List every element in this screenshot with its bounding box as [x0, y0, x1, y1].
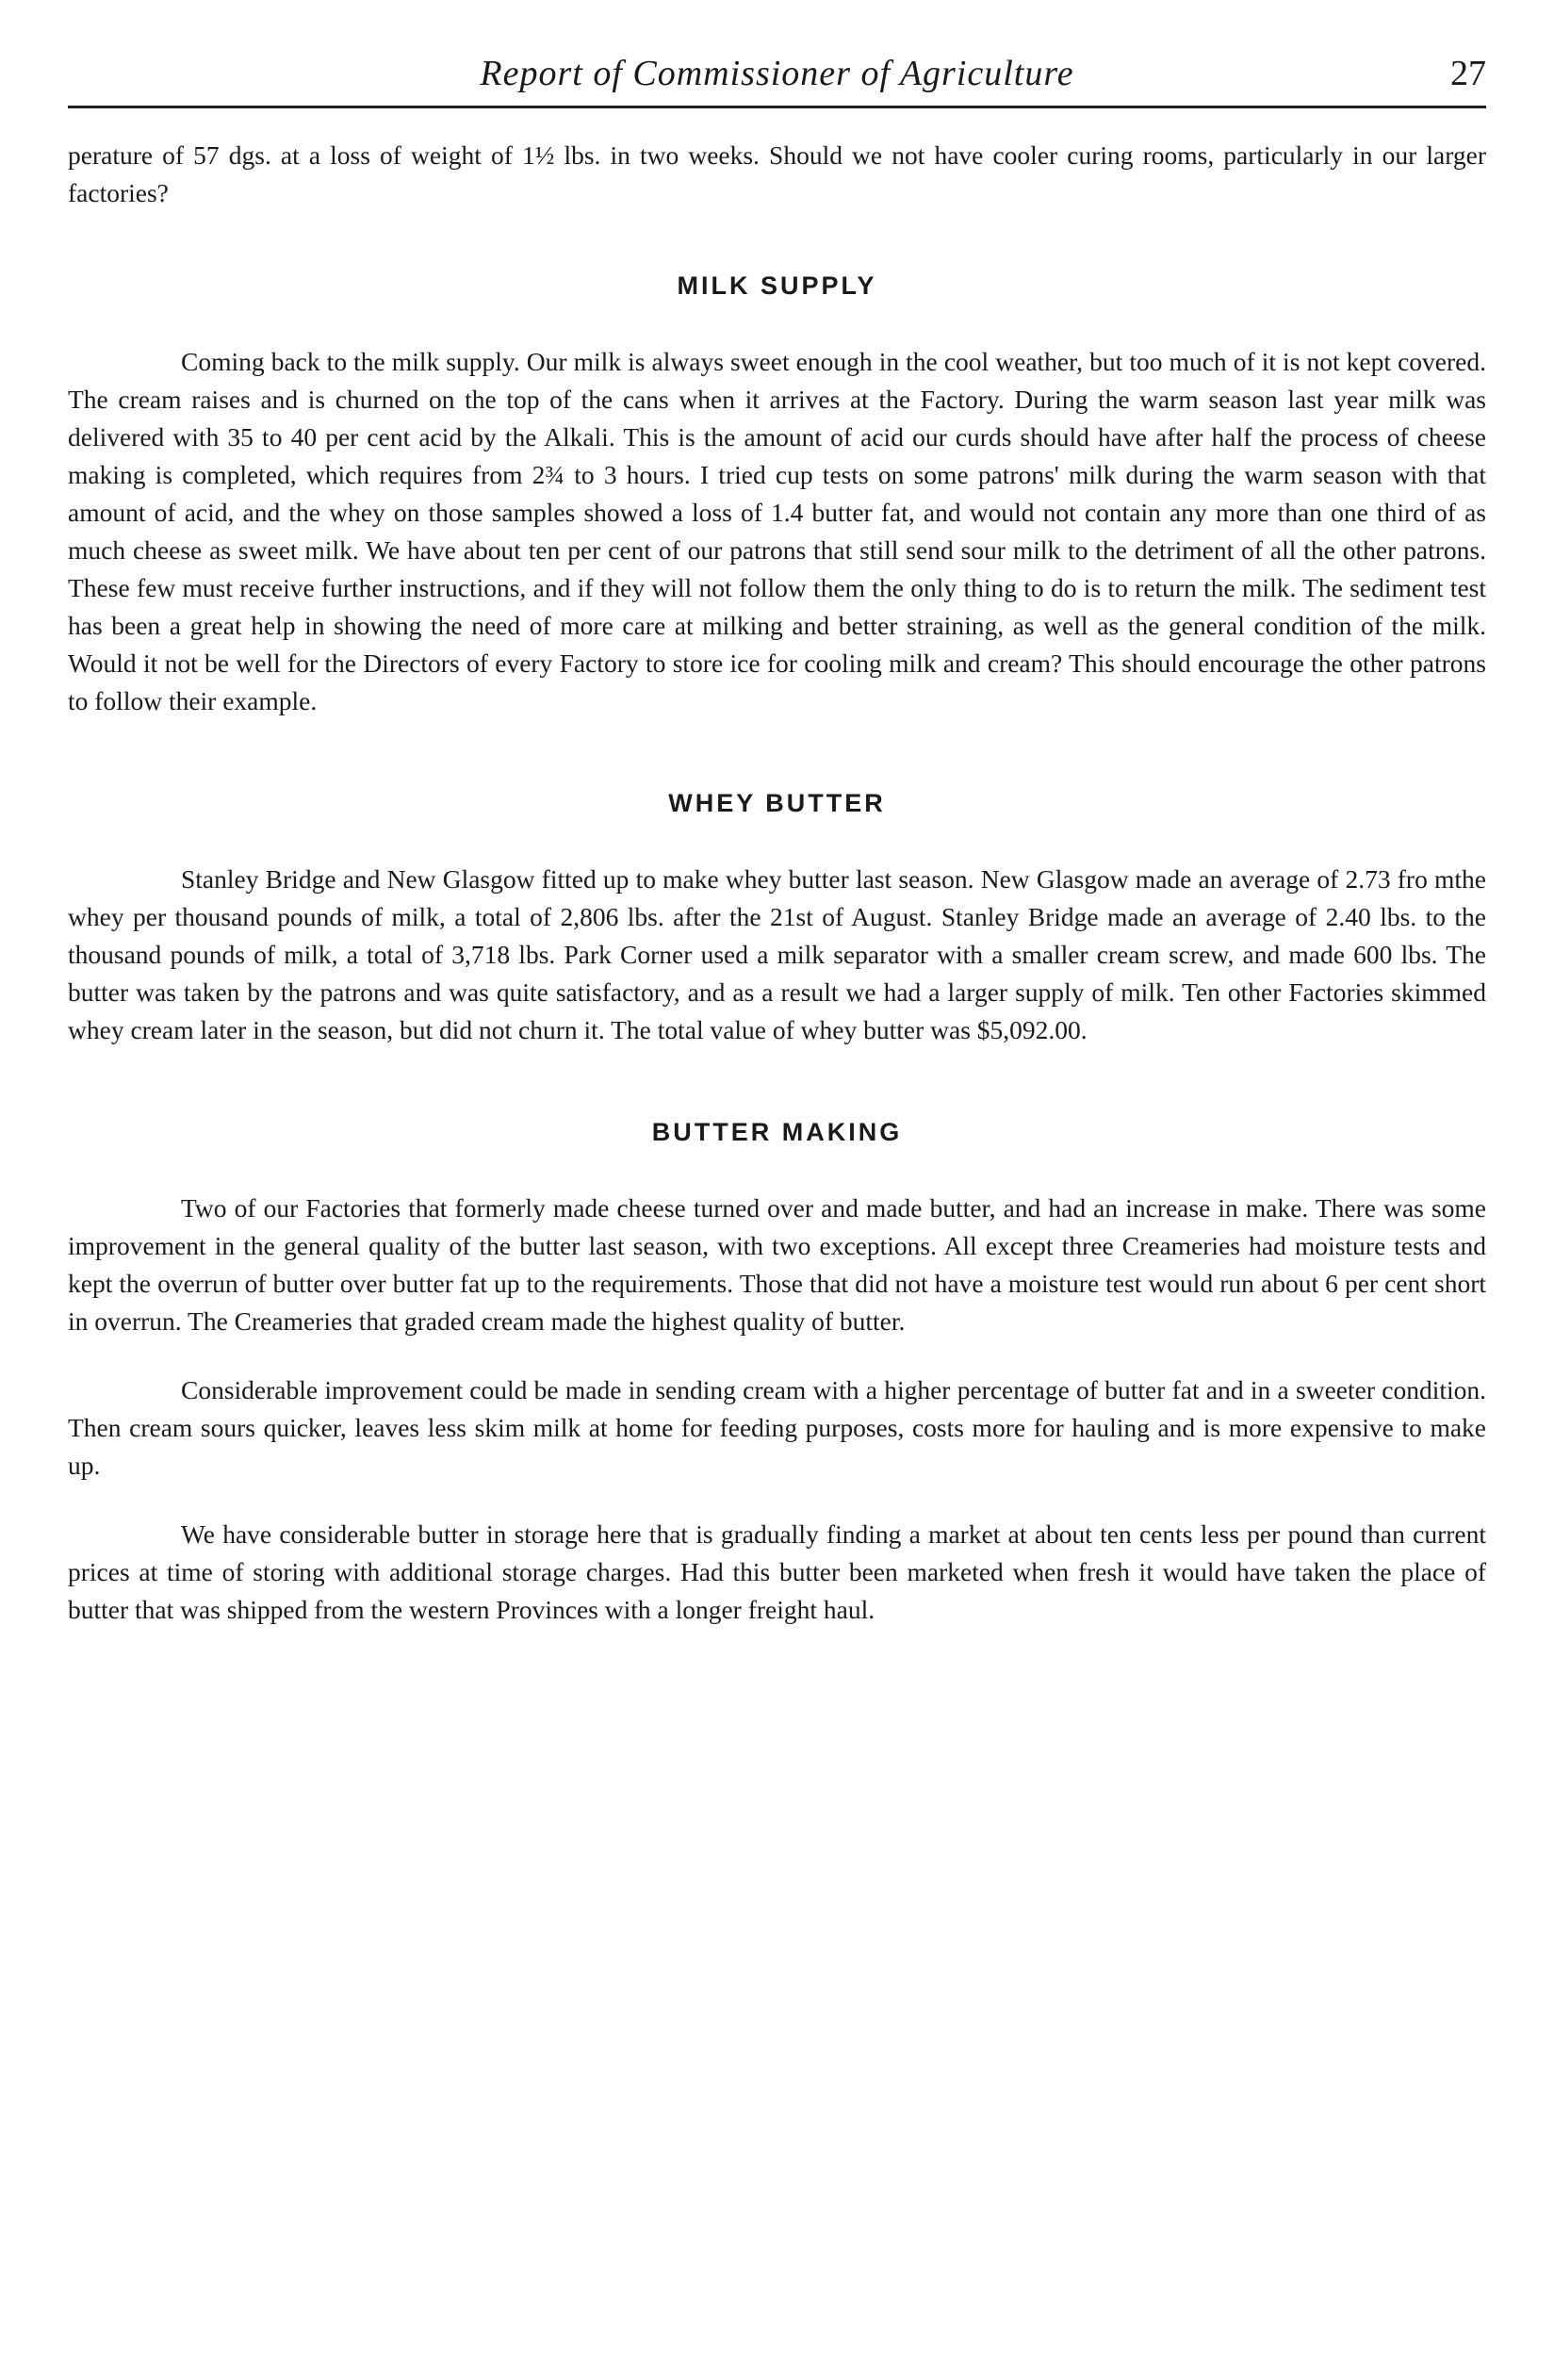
section-heading-milk-supply: MILK SUPPLY	[677, 271, 877, 300]
butter-making-paragraph-2: Considerable improvement could be made in sending cream with a higher percentage of butter fat and in a sweeter condition. Then cream sours quicker, leaves less skim milk at home for feeding purposes, costs more for hauling and is more expensive to make up.	[68, 1375, 1486, 1480]
section-heading-butter-making: BUTTER MAKING	[651, 1118, 903, 1146]
page-header	[68, 47, 1486, 108]
running-title: Report of Commissioner of Agriculture	[480, 54, 1074, 93]
page-number: 27	[1450, 54, 1486, 93]
intro-paragraph: perature of 57 dgs. at a loss of weight of 1½ lbs. in two weeks. Should we not have cooler curing rooms, particularly in our larger factories?	[68, 140, 1486, 207]
section-heading-whey-butter: WHEY BUTTER	[668, 789, 886, 817]
whey-butter-paragraph: Stanley Bridge and New Glasgow fitted up to make whey butter last season. New Glasgow made an average of 2.73 fro mthe whey per thousand pounds of milk, a total of 2,806 lbs. after the 21st of August. Stanley Bridge made an average of 2.40 lbs. to the thousand pounds of milk, a total of 3,718 lbs. Park Corner used a milk separator with a smaller cream screw, and made 600 lbs. The butter was taken by the patrons and was quite satisfactory, and as a result we had a larger supply of milk. Ten other Factories skimmed whey cream later in the season, but did not churn it. The total value of whey butter was $5,092.00.	[68, 864, 1486, 1044]
butter-making-paragraph-1: Two of our Factories that formerly made cheese turned over and made butter, and had an increase in make. There was some improvement in the general quality of the butter last season, with two exceptions. All except three Creameries had moisture tests and kept the overrun of butter over butter fat up to the requirements. Those that did not have a moisture test would run about 6 per cent short in overrun. The Creameries that graded cream made the highest quality of butter.	[68, 1193, 1486, 1336]
butter-making-paragraph-3: We have considerable butter in storage here that is gradually finding a market at about ten cents less per pound than current prices at time of storing with additional storage charges. Had this butter been marketed when fresh it would have taken the place of butter that was shipped from the western Provinces with a longer freight haul.	[68, 1519, 1486, 1624]
milk-supply-paragraph: Coming back to the milk supply. Our milk is always sweet enough in the cool weather, but too much of it is not kept covered. The cream raises and is churned on the top of the cans when it arrives at the Factory. During the warm season last year milk was delivered with 35 to 40 per cent acid by the Alkali. This is the amount of acid our curds should have after half the process of cheese making is completed, which requires from 2¾ to 3 hours. I tried cup tests on some patrons' milk during the warm season with that amount of acid, and the whey on those samples showed a loss of 1.4 butter fat, and would not contain any more than one third of as much cheese as sweet milk. We have about ten per cent of our patrons that still send sour milk to the detriment of all the other patrons. These few must receive further instructions, and if they will not follow them the only thing to do is to return the milk. The sediment test has been a great help in showing the need of more care at milking and better straining, as well as the general condition of the milk. Would it not be well for the Directors of every Factory to store ice for cooling milk and cream? This should encourage the other patrons to follow their example.	[68, 347, 1486, 715]
document-page	[68, 47, 1486, 1629]
